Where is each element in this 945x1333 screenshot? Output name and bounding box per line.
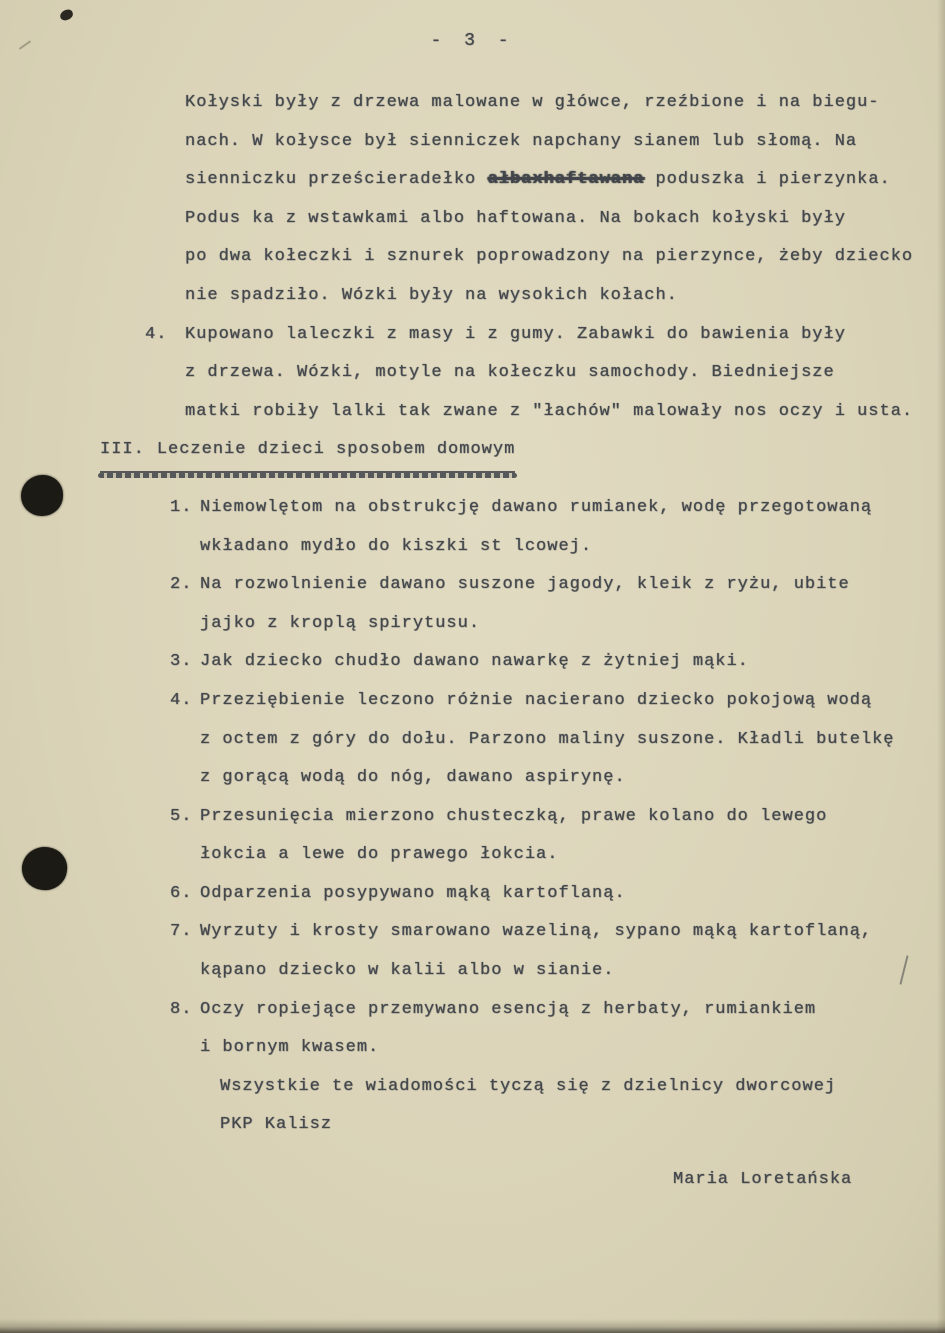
- paragraph-line: Podus ka z wstawkami albo haftowana. Na bokach kołyski były: [185, 208, 846, 228]
- remedy-4-line: z gorącą wodą do nóg, dawano aspirynę.: [200, 768, 626, 788]
- item-text: Niemowlętom na obstrukcję dawano rumianek, wodę przegotowaną: [200, 497, 873, 517]
- struck-out-word: ałbaxhaftawana: [487, 170, 645, 190]
- item-text: Oczy ropiejące przemywano esencją z herbaty, rumiankiem: [200, 999, 817, 1019]
- remedy-1-line: [0, 489, 945, 528]
- remedy-1-line: wkładano mydło do kiszki st lcowej.: [200, 536, 593, 556]
- item-number: 1.: [170, 497, 193, 517]
- item-text: Przesunięcia mierzono chusteczką, prawe kolano do lewego: [200, 806, 828, 826]
- ink-blot: [59, 8, 74, 21]
- item-number: 2.: [170, 575, 193, 595]
- scan-edge-right: [937, 0, 945, 1333]
- list-item-4-line: [0, 316, 945, 355]
- remedy-8-line: [0, 991, 945, 1030]
- paragraph-line: Kołyski były z drzewa malowane w główce, rzeźbione i na biegu-: [185, 93, 880, 112]
- page-number: - 3 -: [430, 31, 515, 51]
- remedy-4-line: z octem z góry do dołu. Parzono maliny suszone. Kładli butelkę: [200, 729, 895, 749]
- section-heading: [0, 431, 945, 473]
- remedy-2-line: [0, 566, 945, 605]
- item-number: 6.: [170, 883, 193, 903]
- paragraph-line: po dwa kołeczki i sznurek poprowadzony na pierzynce, żeby dziecko: [185, 247, 914, 267]
- hole-punch-top: [21, 475, 63, 516]
- text-segment: poduszka i pierzynka.: [644, 170, 891, 190]
- remedy-3-line: [0, 643, 945, 682]
- closing-line: PKP Kalisz: [220, 1115, 333, 1135]
- scan-edge-bottom: [0, 1319, 945, 1333]
- remedy-8-line: i bornym kwasem.: [200, 1038, 380, 1058]
- list-item-4-line: z drzewa. Wózki, motyle na kołeczku samochody. Biedniejsze: [185, 363, 835, 383]
- list-item-4-line: matki robiły lalki tak zwane z "łachów" malowały nos oczy i usta.: [185, 401, 914, 421]
- signature: Maria Loretańska: [673, 1170, 853, 1190]
- remedy-5-line: [0, 798, 945, 837]
- section-title: Leczenie dzieci sposobem domowym: [156, 440, 516, 460]
- text-segment: sienniczku prześcieradełko: [185, 170, 488, 190]
- item-text: Jak dziecko chudło dawano nawarkę z żytniej mąki.: [200, 652, 749, 672]
- item-number: 5.: [170, 806, 193, 826]
- item-text: Kupowano laleczki z masy i z gumy. Zabawki do bawienia były: [185, 324, 846, 344]
- paragraph-line: nach. W kołysce był sienniczek napchany sianem lub słomą. Na: [185, 131, 858, 151]
- paragraph-line: nie spadziło. Wózki były na wysokich kołach.: [185, 285, 678, 305]
- remedy-7-line: [0, 913, 945, 952]
- remedy-4-line: [0, 682, 945, 721]
- section-heading-text: [100, 431, 515, 473]
- item-text: Odparzenia posypywano mąką kartoflaną.: [200, 883, 626, 903]
- item-text: Na rozwolnienie dawano suszone jagody, kleik z ryżu, ubite: [200, 575, 850, 595]
- paragraph-line-with-strike: [0, 161, 945, 200]
- document-body: [0, 84, 945, 1200]
- closing-line: Wszystkie te wiadomości tyczą się z dzielnicy dworcowej: [220, 1076, 837, 1096]
- item-number: 8.: [170, 999, 193, 1019]
- section-numeral: III.: [100, 440, 145, 460]
- item-number: 7.: [170, 922, 193, 942]
- item-number: 4.: [145, 324, 168, 344]
- item-number: 3.: [170, 652, 193, 672]
- item-text: Przeziębienie leczono różnie nacierano dziecko pokojową wodą: [200, 690, 873, 710]
- item-text: Wyrzuty i krosty smarowano wazeliną, sypano mąką kartoflaną,: [200, 922, 873, 942]
- remedy-2-line: jajko z kroplą spirytusu.: [200, 613, 481, 633]
- remedy-6-line: [0, 875, 945, 914]
- remedy-5-line: łokcia a lewe do prawego łokcia.: [200, 845, 559, 865]
- item-number: 4.: [170, 690, 193, 710]
- remedy-7-line: kąpano dziecko w kalii albo w sianie.: [200, 961, 615, 981]
